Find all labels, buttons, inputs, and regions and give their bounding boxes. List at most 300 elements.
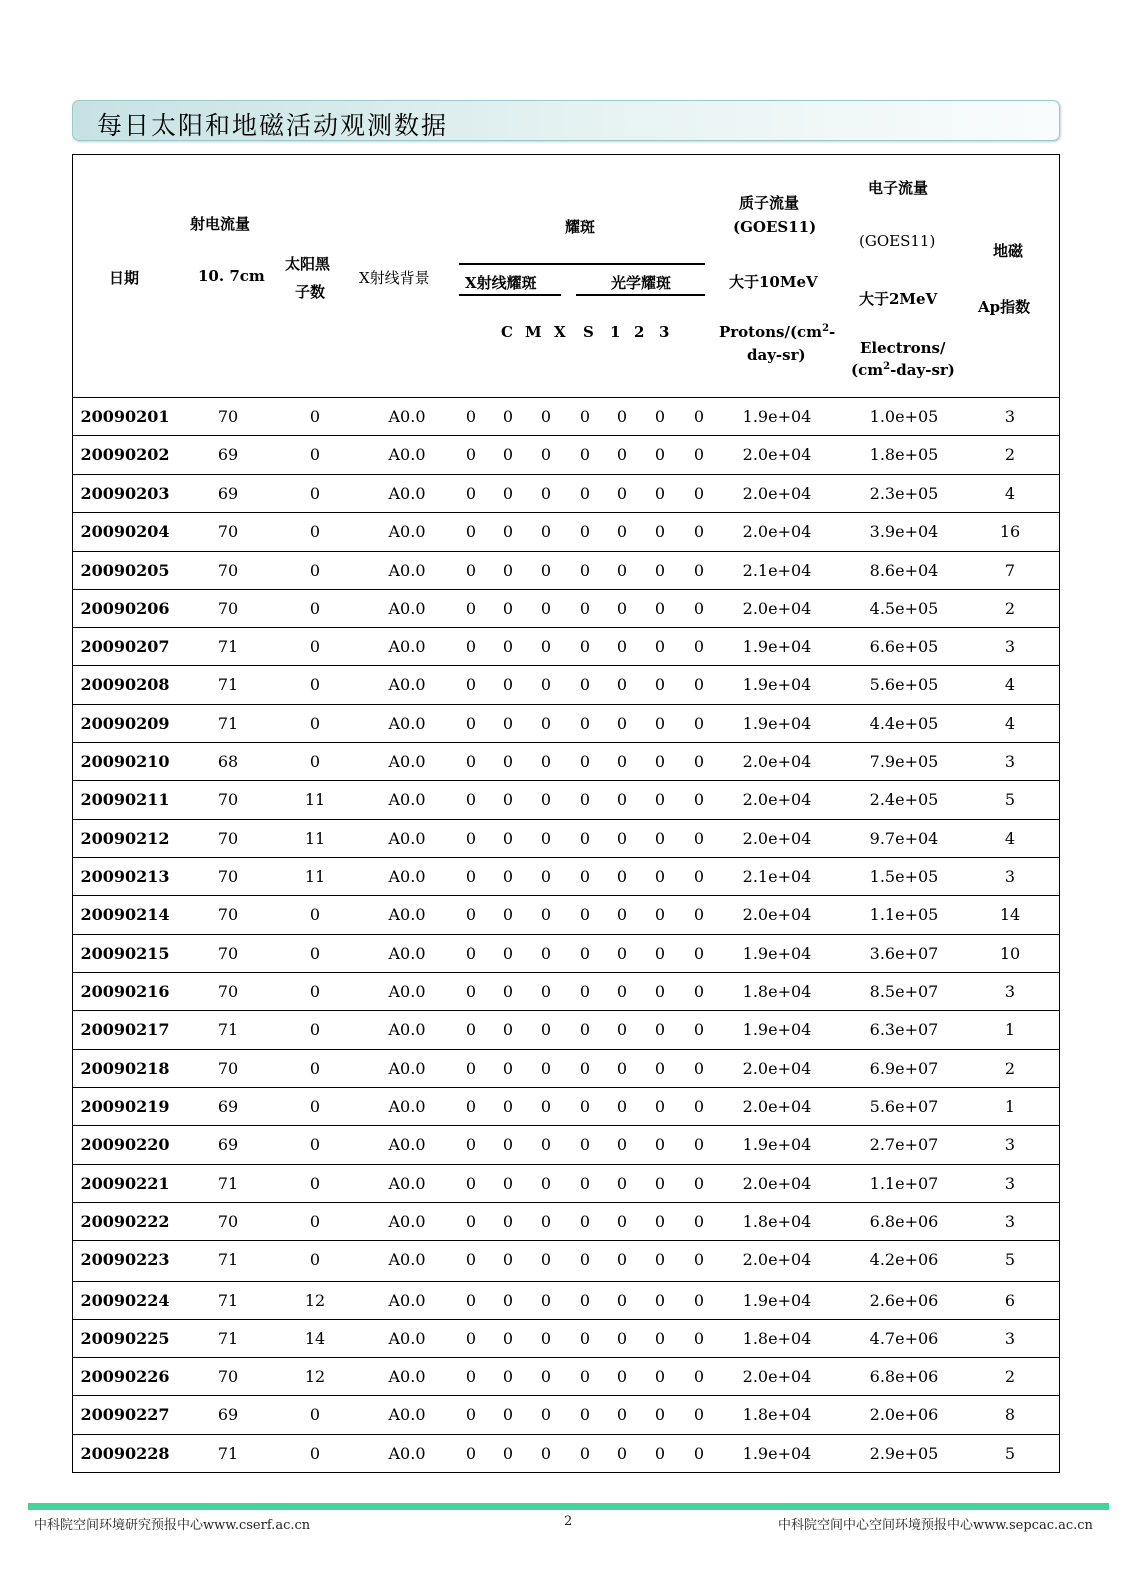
cell-optical-1: 0 bbox=[616, 752, 628, 771]
cell-c: 0 bbox=[465, 1329, 477, 1348]
cell-optical-1: 0 bbox=[616, 407, 628, 426]
flare-class-m: M bbox=[525, 323, 542, 341]
cell-m: 0 bbox=[502, 522, 514, 541]
cell-sunspot: 0 bbox=[309, 445, 321, 464]
cell-date: 20090208 bbox=[80, 675, 170, 694]
cell-optical-2: 0 bbox=[654, 829, 666, 848]
cell-date: 20090217 bbox=[80, 1020, 170, 1039]
cell-sunspot: 11 bbox=[304, 829, 326, 848]
cell-x: 0 bbox=[540, 1097, 552, 1116]
table-row bbox=[73, 1126, 1059, 1164]
header-xray-bg: X射线背景 bbox=[359, 269, 430, 287]
cell-date: 20090221 bbox=[80, 1174, 170, 1193]
cell-xray: A0.0 bbox=[388, 1291, 426, 1310]
cell-s: 0 bbox=[579, 1135, 591, 1154]
cell-optical-2: 0 bbox=[654, 484, 666, 503]
cell-x: 0 bbox=[540, 790, 552, 809]
cell-optical-2: 0 bbox=[654, 905, 666, 924]
table-row bbox=[73, 1282, 1059, 1320]
cell-optical-2: 0 bbox=[654, 1291, 666, 1310]
cell-c: 0 bbox=[465, 1250, 477, 1269]
cell-electron: 4.2e+06 bbox=[869, 1250, 939, 1269]
cell-c: 0 bbox=[465, 1059, 477, 1078]
cell-ap: 5 bbox=[1004, 1250, 1016, 1269]
cell-date: 20090210 bbox=[80, 752, 170, 771]
cell-s: 0 bbox=[579, 1059, 591, 1078]
table-row bbox=[73, 590, 1059, 628]
cell-sunspot: 12 bbox=[304, 1291, 326, 1310]
cell-s: 0 bbox=[579, 1250, 591, 1269]
cell-m: 0 bbox=[502, 1405, 514, 1424]
header-electron: 电子流量 bbox=[868, 179, 929, 197]
cell-flux: 71 bbox=[217, 1329, 239, 1348]
cell-optical-3: 0 bbox=[693, 599, 705, 618]
cell-proton: 1.8e+04 bbox=[742, 982, 812, 1001]
cell-x: 0 bbox=[540, 675, 552, 694]
cell-optical-1: 0 bbox=[616, 484, 628, 503]
flare-rule bbox=[459, 263, 705, 265]
header-radio-flux-unit: 10. 7cm bbox=[198, 267, 265, 285]
cell-electron: 4.7e+06 bbox=[869, 1329, 939, 1348]
optical-flare-rule bbox=[576, 294, 705, 296]
cell-date: 20090215 bbox=[80, 944, 170, 963]
cell-date: 20090205 bbox=[80, 561, 170, 580]
cell-flux: 70 bbox=[217, 1367, 239, 1386]
cell-x: 0 bbox=[540, 1405, 552, 1424]
cell-date: 20090202 bbox=[80, 445, 170, 464]
cell-electron: 1.1e+05 bbox=[869, 905, 939, 924]
cell-optical-3: 0 bbox=[693, 1329, 705, 1348]
cell-sunspot: 0 bbox=[309, 1405, 321, 1424]
cell-m: 0 bbox=[502, 714, 514, 733]
cell-optical-2: 0 bbox=[654, 944, 666, 963]
cell-c: 0 bbox=[465, 905, 477, 924]
cell-proton: 1.9e+04 bbox=[742, 407, 812, 426]
cell-proton: 2.0e+04 bbox=[742, 1367, 812, 1386]
cell-electron: 2.4e+05 bbox=[869, 790, 939, 809]
cell-x: 0 bbox=[540, 1291, 552, 1310]
cell-ap: 5 bbox=[1004, 790, 1016, 809]
cell-m: 0 bbox=[502, 1329, 514, 1348]
cell-date: 20090227 bbox=[80, 1405, 170, 1424]
cell-electron: 2.9e+05 bbox=[869, 1444, 939, 1463]
cell-s: 0 bbox=[579, 752, 591, 771]
table-row bbox=[73, 781, 1059, 819]
cell-s: 0 bbox=[579, 599, 591, 618]
cell-xray: A0.0 bbox=[388, 599, 426, 618]
cell-optical-1: 0 bbox=[616, 1291, 628, 1310]
cell-c: 0 bbox=[465, 1405, 477, 1424]
cell-ap: 3 bbox=[1004, 1212, 1016, 1231]
cell-sunspot: 12 bbox=[304, 1367, 326, 1386]
cell-flux: 70 bbox=[217, 522, 239, 541]
cell-proton: 1.9e+04 bbox=[742, 1020, 812, 1039]
cell-sunspot: 11 bbox=[304, 867, 326, 886]
table-row bbox=[73, 935, 1059, 973]
cell-ap: 2 bbox=[1004, 599, 1016, 618]
cell-s: 0 bbox=[579, 905, 591, 924]
cell-s: 0 bbox=[579, 867, 591, 886]
cell-proton: 1.9e+04 bbox=[742, 637, 812, 656]
cell-x: 0 bbox=[540, 944, 552, 963]
cell-m: 0 bbox=[502, 982, 514, 1001]
cell-proton: 2.0e+04 bbox=[742, 1250, 812, 1269]
table-row bbox=[73, 1435, 1059, 1473]
cell-flux: 70 bbox=[217, 982, 239, 1001]
cell-optical-2: 0 bbox=[654, 1135, 666, 1154]
cell-electron: 1.0e+05 bbox=[869, 407, 939, 426]
cell-date: 20090211 bbox=[80, 790, 170, 809]
cell-x: 0 bbox=[540, 484, 552, 503]
cell-date: 20090228 bbox=[80, 1444, 170, 1463]
flare-class-c: C bbox=[501, 323, 513, 341]
xray-flare-rule bbox=[459, 294, 561, 296]
cell-m: 0 bbox=[502, 1367, 514, 1386]
cell-ap: 3 bbox=[1004, 752, 1016, 771]
cell-electron: 1.1e+07 bbox=[869, 1174, 939, 1193]
cell-flux: 70 bbox=[217, 407, 239, 426]
cell-optical-2: 0 bbox=[654, 714, 666, 733]
flare-class-1: 1 bbox=[610, 323, 621, 341]
cell-optical-1: 0 bbox=[616, 982, 628, 1001]
cell-optical-2: 0 bbox=[654, 752, 666, 771]
cell-optical-3: 0 bbox=[693, 675, 705, 694]
cell-optical-1: 0 bbox=[616, 599, 628, 618]
header-electron-unit: Electrons/ bbox=[860, 339, 946, 357]
cell-date: 20090207 bbox=[80, 637, 170, 656]
cell-optical-2: 0 bbox=[654, 1367, 666, 1386]
cell-xray: A0.0 bbox=[388, 1329, 426, 1348]
flare-class-x: X bbox=[554, 323, 566, 341]
cell-optical-3: 0 bbox=[693, 944, 705, 963]
data-table bbox=[72, 154, 1060, 1473]
cell-optical-2: 0 bbox=[654, 675, 666, 694]
cell-xray: A0.0 bbox=[388, 790, 426, 809]
cell-flux: 70 bbox=[217, 829, 239, 848]
table-row bbox=[73, 1050, 1059, 1088]
table-row bbox=[73, 705, 1059, 743]
cell-ap: 16 bbox=[999, 522, 1021, 541]
header-electron-unit-2: $(cm^2-day-sr)$ bbox=[851, 361, 955, 379]
cell-optical-1: 0 bbox=[616, 829, 628, 848]
cell-flux: 71 bbox=[217, 637, 239, 656]
cell-optical-2: 0 bbox=[654, 1097, 666, 1116]
cell-s: 0 bbox=[579, 1367, 591, 1386]
cell-sunspot: 0 bbox=[309, 599, 321, 618]
cell-date: 20090224 bbox=[80, 1291, 170, 1310]
cell-proton: 2.0e+04 bbox=[742, 829, 812, 848]
cell-xray: A0.0 bbox=[388, 561, 426, 580]
cell-s: 0 bbox=[579, 1405, 591, 1424]
header-proton-energy: 大于10MeV bbox=[729, 273, 818, 291]
cell-date: 20090206 bbox=[80, 599, 170, 618]
cell-flux: 71 bbox=[217, 1250, 239, 1269]
header-radio-flux: 射电流量 bbox=[190, 215, 251, 233]
cell-sunspot: 0 bbox=[309, 905, 321, 924]
flare-class-2: 2 bbox=[634, 323, 645, 341]
cell-optical-3: 0 bbox=[693, 982, 705, 1001]
cell-c: 0 bbox=[465, 1367, 477, 1386]
cell-electron: 3.6e+07 bbox=[869, 944, 939, 963]
cell-x: 0 bbox=[540, 867, 552, 886]
cell-m: 0 bbox=[502, 944, 514, 963]
cell-optical-3: 0 bbox=[693, 1212, 705, 1231]
cell-xray: A0.0 bbox=[388, 407, 426, 426]
cell-m: 0 bbox=[502, 599, 514, 618]
cell-c: 0 bbox=[465, 752, 477, 771]
cell-x: 0 bbox=[540, 637, 552, 656]
cell-sunspot: 0 bbox=[309, 1444, 321, 1463]
cell-optical-2: 0 bbox=[654, 867, 666, 886]
cell-xray: A0.0 bbox=[388, 905, 426, 924]
cell-electron: 8.5e+07 bbox=[869, 982, 939, 1001]
cell-proton: 2.0e+04 bbox=[742, 1097, 812, 1116]
cell-proton: 1.9e+04 bbox=[742, 675, 812, 694]
cell-ap: 2 bbox=[1004, 445, 1016, 464]
cell-sunspot: 0 bbox=[309, 1020, 321, 1039]
cell-flux: 71 bbox=[217, 1291, 239, 1310]
cell-s: 0 bbox=[579, 1174, 591, 1193]
header-proton-source: (GOES11) bbox=[733, 218, 817, 236]
cell-ap: 3 bbox=[1004, 1174, 1016, 1193]
cell-electron: 2.7e+07 bbox=[869, 1135, 939, 1154]
cell-date: 20090226 bbox=[80, 1367, 170, 1386]
cell-xray: A0.0 bbox=[388, 829, 426, 848]
cell-proton: 2.0e+04 bbox=[742, 790, 812, 809]
cell-s: 0 bbox=[579, 522, 591, 541]
cell-optical-3: 0 bbox=[693, 445, 705, 464]
cell-sunspot: 0 bbox=[309, 1174, 321, 1193]
cell-xray: A0.0 bbox=[388, 484, 426, 503]
cell-optical-1: 0 bbox=[616, 867, 628, 886]
cell-m: 0 bbox=[502, 1291, 514, 1310]
cell-date: 20090223 bbox=[80, 1250, 170, 1269]
cell-c: 0 bbox=[465, 1444, 477, 1463]
cell-date: 20090218 bbox=[80, 1059, 170, 1078]
cell-m: 0 bbox=[502, 867, 514, 886]
header-sunspot-line2: 子数 bbox=[295, 283, 326, 301]
cell-optical-2: 0 bbox=[654, 599, 666, 618]
header-electron-energy: 大于2MeV bbox=[859, 290, 938, 308]
cell-sunspot: 0 bbox=[309, 675, 321, 694]
cell-flux: 70 bbox=[217, 944, 239, 963]
cell-optical-2: 0 bbox=[654, 637, 666, 656]
cell-ap: 3 bbox=[1004, 1135, 1016, 1154]
cell-m: 0 bbox=[502, 445, 514, 464]
cell-electron: 4.5e+05 bbox=[869, 599, 939, 618]
cell-xray: A0.0 bbox=[388, 1212, 426, 1231]
cell-proton: 2.0e+04 bbox=[742, 752, 812, 771]
cell-flux: 70 bbox=[217, 790, 239, 809]
cell-date: 20090201 bbox=[80, 407, 170, 426]
cell-xray: A0.0 bbox=[388, 1135, 426, 1154]
cell-ap: 2 bbox=[1004, 1367, 1016, 1386]
table-row bbox=[73, 1396, 1059, 1434]
cell-proton: 1.8e+04 bbox=[742, 1405, 812, 1424]
cell-x: 0 bbox=[540, 1059, 552, 1078]
cell-m: 0 bbox=[502, 561, 514, 580]
cell-flux: 70 bbox=[217, 1212, 239, 1231]
footer-left-link[interactable]: 中科院空间环境研究预报中心www.cserf.ac.cn bbox=[34, 1518, 311, 1533]
cell-electron: 2.0e+06 bbox=[869, 1405, 939, 1424]
cell-c: 0 bbox=[465, 522, 477, 541]
cell-x: 0 bbox=[540, 407, 552, 426]
cell-m: 0 bbox=[502, 1174, 514, 1193]
cell-electron: 6.8e+06 bbox=[869, 1212, 939, 1231]
cell-optical-1: 0 bbox=[616, 1329, 628, 1348]
cell-flux: 69 bbox=[217, 1135, 239, 1154]
cell-flux: 70 bbox=[217, 867, 239, 886]
header-optical-flare: 光学耀斑 bbox=[611, 274, 672, 292]
cell-electron: 4.4e+05 bbox=[869, 714, 939, 733]
header-proton: 质子流量 bbox=[739, 194, 800, 212]
cell-xray: A0.0 bbox=[388, 944, 426, 963]
cell-m: 0 bbox=[502, 829, 514, 848]
cell-ap: 3 bbox=[1004, 867, 1016, 886]
cell-c: 0 bbox=[465, 484, 477, 503]
cell-optical-2: 0 bbox=[654, 1444, 666, 1463]
table-row bbox=[73, 858, 1059, 896]
cell-proton: 2.0e+04 bbox=[742, 445, 812, 464]
cell-xray: A0.0 bbox=[388, 445, 426, 464]
table-row bbox=[73, 1320, 1059, 1358]
header-geomag: 地磁 bbox=[993, 242, 1024, 260]
cell-s: 0 bbox=[579, 1444, 591, 1463]
cell-electron: 5.6e+05 bbox=[869, 675, 939, 694]
cell-optical-2: 0 bbox=[654, 1059, 666, 1078]
table-row bbox=[73, 628, 1059, 666]
cell-optical-2: 0 bbox=[654, 561, 666, 580]
cell-s: 0 bbox=[579, 407, 591, 426]
cell-optical-1: 0 bbox=[616, 714, 628, 733]
table-row bbox=[73, 436, 1059, 474]
cell-c: 0 bbox=[465, 790, 477, 809]
cell-xray: A0.0 bbox=[388, 1367, 426, 1386]
cell-proton: 1.9e+04 bbox=[742, 714, 812, 733]
cell-electron: 2.6e+06 bbox=[869, 1291, 939, 1310]
cell-x: 0 bbox=[540, 599, 552, 618]
cell-optical-3: 0 bbox=[693, 1367, 705, 1386]
cell-xray: A0.0 bbox=[388, 1020, 426, 1039]
cell-x: 0 bbox=[540, 1020, 552, 1039]
cell-date: 20090220 bbox=[80, 1135, 170, 1154]
cell-x: 0 bbox=[540, 752, 552, 771]
cell-s: 0 bbox=[579, 561, 591, 580]
cell-c: 0 bbox=[465, 561, 477, 580]
cell-flux: 69 bbox=[217, 484, 239, 503]
cell-optical-2: 0 bbox=[654, 407, 666, 426]
cell-xray: A0.0 bbox=[388, 1250, 426, 1269]
cell-optical-1: 0 bbox=[616, 1097, 628, 1116]
cell-m: 0 bbox=[502, 1020, 514, 1039]
cell-ap: 8 bbox=[1004, 1405, 1016, 1424]
table-row bbox=[73, 743, 1059, 781]
cell-sunspot: 0 bbox=[309, 1059, 321, 1078]
cell-optical-1: 0 bbox=[616, 1174, 628, 1193]
cell-m: 0 bbox=[502, 1212, 514, 1231]
cell-s: 0 bbox=[579, 714, 591, 733]
cell-electron: 1.8e+05 bbox=[869, 445, 939, 464]
cell-m: 0 bbox=[502, 1250, 514, 1269]
cell-date: 20090219 bbox=[80, 1097, 170, 1116]
cell-proton: 2.0e+04 bbox=[742, 599, 812, 618]
cell-ap: 10 bbox=[999, 944, 1021, 963]
cell-optical-3: 0 bbox=[693, 522, 705, 541]
cell-date: 20090212 bbox=[80, 829, 170, 848]
cell-c: 0 bbox=[465, 944, 477, 963]
cell-m: 0 bbox=[502, 1444, 514, 1463]
cell-x: 0 bbox=[540, 1367, 552, 1386]
cell-sunspot: 0 bbox=[309, 714, 321, 733]
cell-proton: 1.9e+04 bbox=[742, 944, 812, 963]
cell-sunspot: 0 bbox=[309, 522, 321, 541]
cell-date: 20090209 bbox=[80, 714, 170, 733]
cell-optical-3: 0 bbox=[693, 714, 705, 733]
cell-proton: 1.8e+04 bbox=[742, 1329, 812, 1348]
cell-x: 0 bbox=[540, 1250, 552, 1269]
cell-s: 0 bbox=[579, 637, 591, 656]
cell-optical-1: 0 bbox=[616, 522, 628, 541]
cell-proton: 1.9e+04 bbox=[742, 1135, 812, 1154]
cell-optical-1: 0 bbox=[616, 1444, 628, 1463]
cell-s: 0 bbox=[579, 982, 591, 1001]
cell-date: 20090225 bbox=[80, 1329, 170, 1348]
cell-ap: 1 bbox=[1004, 1097, 1016, 1116]
cell-optical-1: 0 bbox=[616, 1367, 628, 1386]
table-row bbox=[73, 1203, 1059, 1241]
table-row bbox=[73, 1165, 1059, 1203]
cell-optical-3: 0 bbox=[693, 905, 705, 924]
cell-electron: 6.8e+06 bbox=[869, 1367, 939, 1386]
table-row bbox=[73, 973, 1059, 1011]
cell-optical-1: 0 bbox=[616, 1212, 628, 1231]
cell-m: 0 bbox=[502, 1059, 514, 1078]
cell-optical-2: 0 bbox=[654, 790, 666, 809]
cell-m: 0 bbox=[502, 1097, 514, 1116]
cell-date: 20090203 bbox=[80, 484, 170, 503]
cell-xray: A0.0 bbox=[388, 637, 426, 656]
cell-m: 0 bbox=[502, 790, 514, 809]
cell-sunspot: 14 bbox=[304, 1329, 326, 1348]
cell-xray: A0.0 bbox=[388, 752, 426, 771]
cell-c: 0 bbox=[465, 867, 477, 886]
cell-m: 0 bbox=[502, 752, 514, 771]
cell-optical-3: 0 bbox=[693, 637, 705, 656]
cell-s: 0 bbox=[579, 1329, 591, 1348]
cell-optical-2: 0 bbox=[654, 1405, 666, 1424]
cell-flux: 70 bbox=[217, 599, 239, 618]
cell-x: 0 bbox=[540, 445, 552, 464]
cell-ap: 4 bbox=[1004, 484, 1016, 503]
cell-c: 0 bbox=[465, 407, 477, 426]
cell-electron: 8.6e+04 bbox=[869, 561, 939, 580]
cell-x: 0 bbox=[540, 1444, 552, 1463]
cell-c: 0 bbox=[465, 1097, 477, 1116]
cell-xray: A0.0 bbox=[388, 522, 426, 541]
cell-flux: 71 bbox=[217, 1444, 239, 1463]
cell-s: 0 bbox=[579, 445, 591, 464]
cell-flux: 71 bbox=[217, 1174, 239, 1193]
footer-right-link[interactable]: 中科院空间中心空间环境预报中心www.sepcac.ac.cn bbox=[778, 1518, 1093, 1533]
cell-ap: 3 bbox=[1004, 637, 1016, 656]
cell-ap: 7 bbox=[1004, 561, 1016, 580]
cell-m: 0 bbox=[502, 1135, 514, 1154]
cell-optical-1: 0 bbox=[616, 445, 628, 464]
cell-sunspot: 0 bbox=[309, 561, 321, 580]
cell-optical-3: 0 bbox=[693, 1174, 705, 1193]
cell-sunspot: 0 bbox=[309, 944, 321, 963]
cell-m: 0 bbox=[502, 905, 514, 924]
